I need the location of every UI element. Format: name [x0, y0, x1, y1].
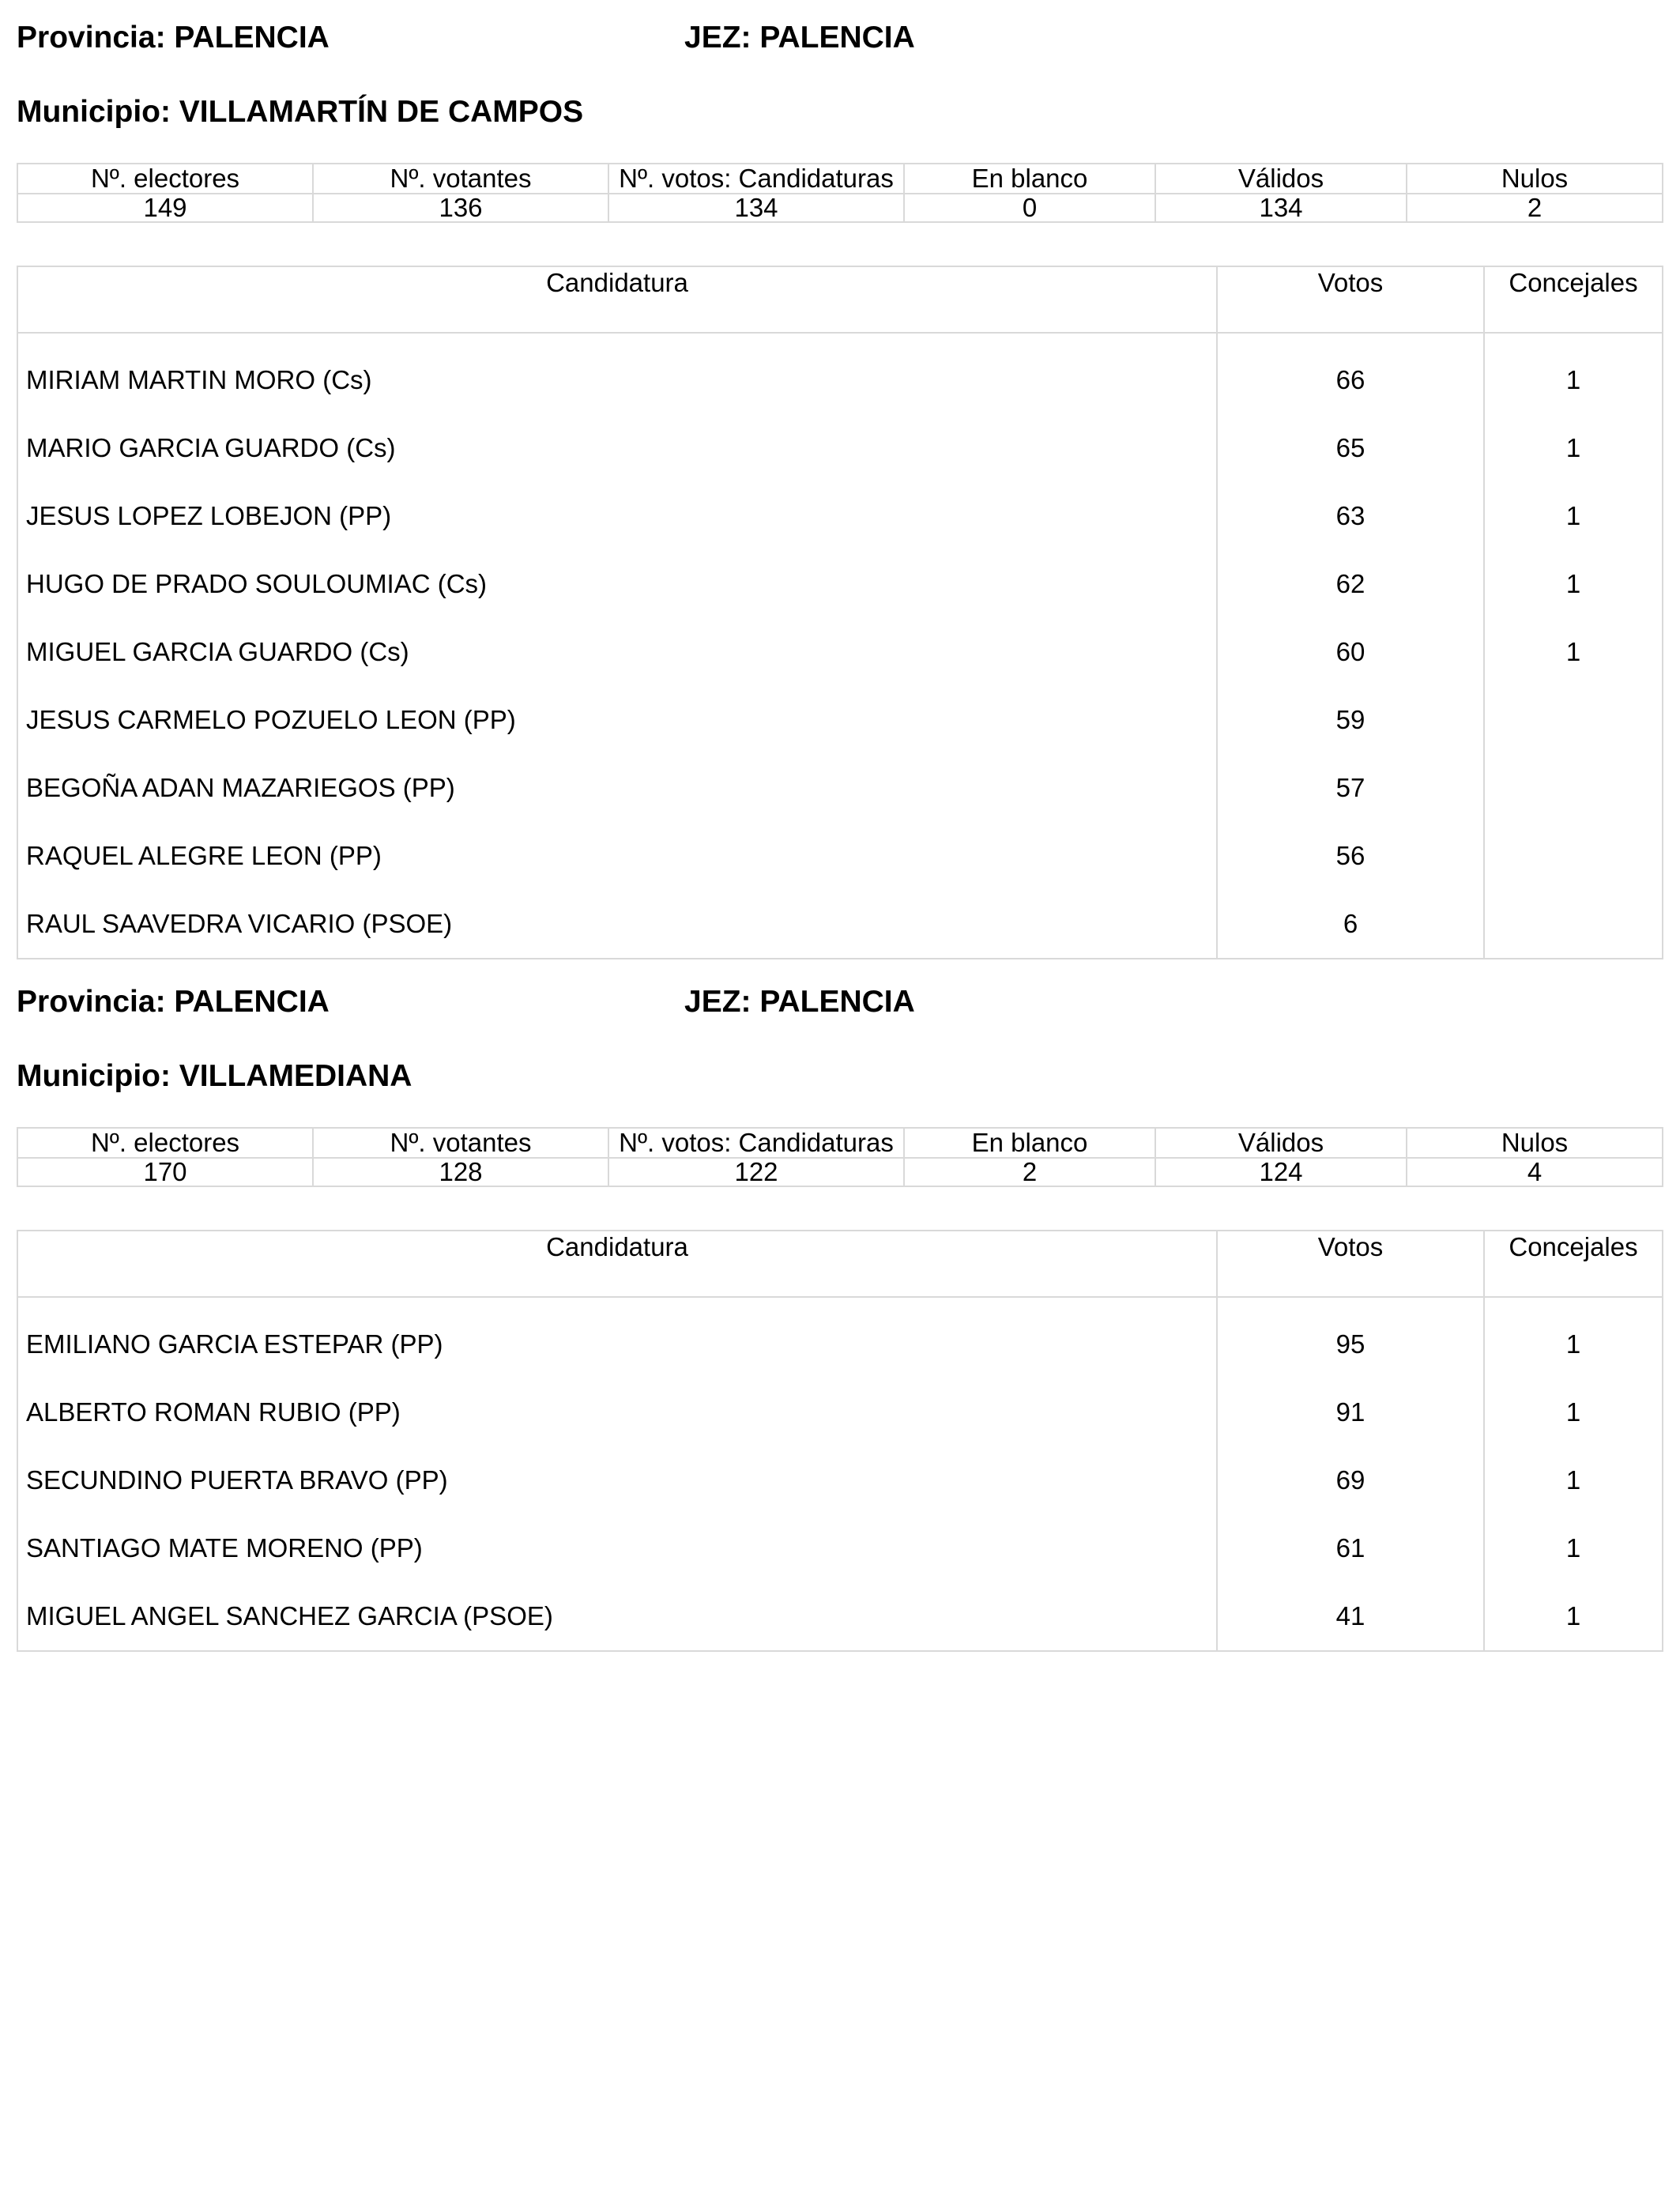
candidate-concejales: 1: [1484, 618, 1663, 686]
table-row: [17, 618, 1663, 686]
candidate-votos: 65: [1217, 414, 1484, 482]
candidate-name: MIGUEL GARCIA GUARDO (Cs): [17, 618, 1217, 686]
jez-label: JEZ: PALENCIA: [684, 985, 915, 1019]
summary-value-electores: 170: [17, 1158, 313, 1186]
candidate-concejales: [1484, 754, 1663, 822]
candidate-concejales: 1: [1484, 1378, 1663, 1446]
summary-header-electores: Nº. electores: [17, 1128, 313, 1158]
header-concejales: Concejales: [1484, 1231, 1663, 1297]
summary-header-en-blanco: En blanco: [904, 1128, 1155, 1158]
candidate-name: SANTIAGO MATE MORENO (PP): [17, 1514, 1217, 1582]
summary-value-nulos: 4: [1407, 1158, 1663, 1186]
candidate-votos: 6: [1217, 890, 1484, 959]
summary-header-validos: Válidos: [1155, 1128, 1407, 1158]
spacer-row: [17, 333, 1663, 346]
candidate-name: MIRIAM MARTIN MORO (Cs): [17, 346, 1217, 414]
header-candidatura: Candidatura: [17, 266, 1217, 333]
summary-header-row: [17, 164, 1663, 194]
candidate-name: SECUNDINO PUERTA BRAVO (PP): [17, 1446, 1217, 1514]
table-row: [17, 754, 1663, 822]
summary-value-electores: 149: [17, 194, 313, 222]
summary-header-validos: Válidos: [1155, 164, 1407, 194]
summary-value-votantes: 136: [313, 194, 608, 222]
candidate-concejales: [1484, 686, 1663, 754]
summary-value-validos: 124: [1155, 1158, 1407, 1186]
summary-table: [17, 163, 1663, 223]
table-row: [17, 550, 1663, 618]
candidate-votos: 66: [1217, 346, 1484, 414]
table-row: [17, 1378, 1663, 1446]
header-votos: Votos: [1217, 266, 1484, 333]
candidate-votos: 59: [1217, 686, 1484, 754]
candidates-header-row: [17, 266, 1663, 333]
table-row: [17, 1310, 1663, 1378]
summary-value-validos: 134: [1155, 194, 1407, 222]
summary-header-votantes: Nº. votantes: [313, 164, 608, 194]
table-row: [17, 890, 1663, 959]
candidate-votos: 91: [1217, 1378, 1484, 1446]
candidate-votos: 56: [1217, 822, 1484, 890]
table-row: [17, 686, 1663, 754]
table-row: [17, 346, 1663, 414]
candidates-header-row: [17, 1231, 1663, 1297]
candidate-name: RAQUEL ALEGRE LEON (PP): [17, 822, 1217, 890]
summary-value-row: [17, 194, 1663, 222]
provincia-label: Provincia: PALENCIA: [17, 21, 330, 55]
municipio-title: Municipio: VILLAMEDIANA: [17, 1059, 412, 1093]
candidate-concejales: 1: [1484, 1582, 1663, 1651]
summary-header-electores: Nº. electores: [17, 164, 313, 194]
candidate-concejales: 1: [1484, 346, 1663, 414]
candidate-name: JESUS CARMELO POZUELO LEON (PP): [17, 686, 1217, 754]
candidate-name: RAUL SAAVEDRA VICARIO (PSOE): [17, 890, 1217, 959]
candidates-table: [17, 1230, 1663, 1652]
header-candidatura: Candidatura: [17, 1231, 1217, 1297]
candidate-concejales: 1: [1484, 1446, 1663, 1514]
table-row: [17, 1582, 1663, 1651]
candidate-concejales: 1: [1484, 550, 1663, 618]
candidate-name: EMILIANO GARCIA ESTEPAR (PP): [17, 1310, 1217, 1378]
candidate-concejales: [1484, 890, 1663, 959]
summary-value-votos-candidaturas: 134: [608, 194, 904, 222]
candidate-votos: 57: [1217, 754, 1484, 822]
jez-label: JEZ: PALENCIA: [684, 21, 915, 55]
summary-header-row: [17, 1128, 1663, 1158]
summary-value-row: [17, 1158, 1663, 1186]
candidate-votos: 69: [1217, 1446, 1484, 1514]
candidate-votos: 61: [1217, 1514, 1484, 1582]
table-row: [17, 1514, 1663, 1582]
summary-header-votantes: Nº. votantes: [313, 1128, 608, 1158]
candidate-name: MIGUEL ANGEL SANCHEZ GARCIA (PSOE): [17, 1582, 1217, 1651]
summary-header-votos-candidaturas: Nº. votos: Candidaturas: [608, 1128, 904, 1158]
province-row: [17, 978, 1662, 1026]
candidate-concejales: [1484, 822, 1663, 890]
summary-value-en-blanco: 2: [904, 1158, 1155, 1186]
candidate-concejales: 1: [1484, 482, 1663, 550]
table-row: [17, 414, 1663, 482]
summary-header-nulos: Nulos: [1407, 1128, 1663, 1158]
candidates-table: [17, 266, 1663, 959]
candidate-name: MARIO GARCIA GUARDO (Cs): [17, 414, 1217, 482]
municipio-title: Municipio: VILLAMARTÍN DE CAMPOS: [17, 95, 584, 129]
summary-value-en-blanco: 0: [904, 194, 1155, 222]
summary-value-votantes: 128: [313, 1158, 608, 1186]
summary-header-votos-candidaturas: Nº. votos: Candidaturas: [608, 164, 904, 194]
candidate-votos: 41: [1217, 1582, 1484, 1651]
candidate-concejales: 1: [1484, 414, 1663, 482]
candidate-votos: 63: [1217, 482, 1484, 550]
candidate-concejales: 1: [1484, 1514, 1663, 1582]
spacer-row: [17, 1297, 1663, 1310]
summary-header-en-blanco: En blanco: [904, 164, 1155, 194]
summary-value-votos-candidaturas: 122: [608, 1158, 904, 1186]
summary-header-nulos: Nulos: [1407, 164, 1663, 194]
province-row: [17, 14, 1662, 62]
candidate-concejales: 1: [1484, 1310, 1663, 1378]
candidate-name: ALBERTO ROMAN RUBIO (PP): [17, 1378, 1217, 1446]
header-concejales: Concejales: [1484, 266, 1663, 333]
summary-table: [17, 1127, 1663, 1187]
table-row: [17, 482, 1663, 550]
summary-value-nulos: 2: [1407, 194, 1663, 222]
candidate-name: BEGOÑA ADAN MAZARIEGOS (PP): [17, 754, 1217, 822]
candidate-votos: 95: [1217, 1310, 1484, 1378]
candidate-name: HUGO DE PRADO SOULOUMIAC (Cs): [17, 550, 1217, 618]
candidate-votos: 60: [1217, 618, 1484, 686]
table-row: [17, 822, 1663, 890]
header-votos: Votos: [1217, 1231, 1484, 1297]
candidate-votos: 62: [1217, 550, 1484, 618]
candidate-name: JESUS LOPEZ LOBEJON (PP): [17, 482, 1217, 550]
provincia-label: Provincia: PALENCIA: [17, 985, 330, 1019]
table-row: [17, 1446, 1663, 1514]
